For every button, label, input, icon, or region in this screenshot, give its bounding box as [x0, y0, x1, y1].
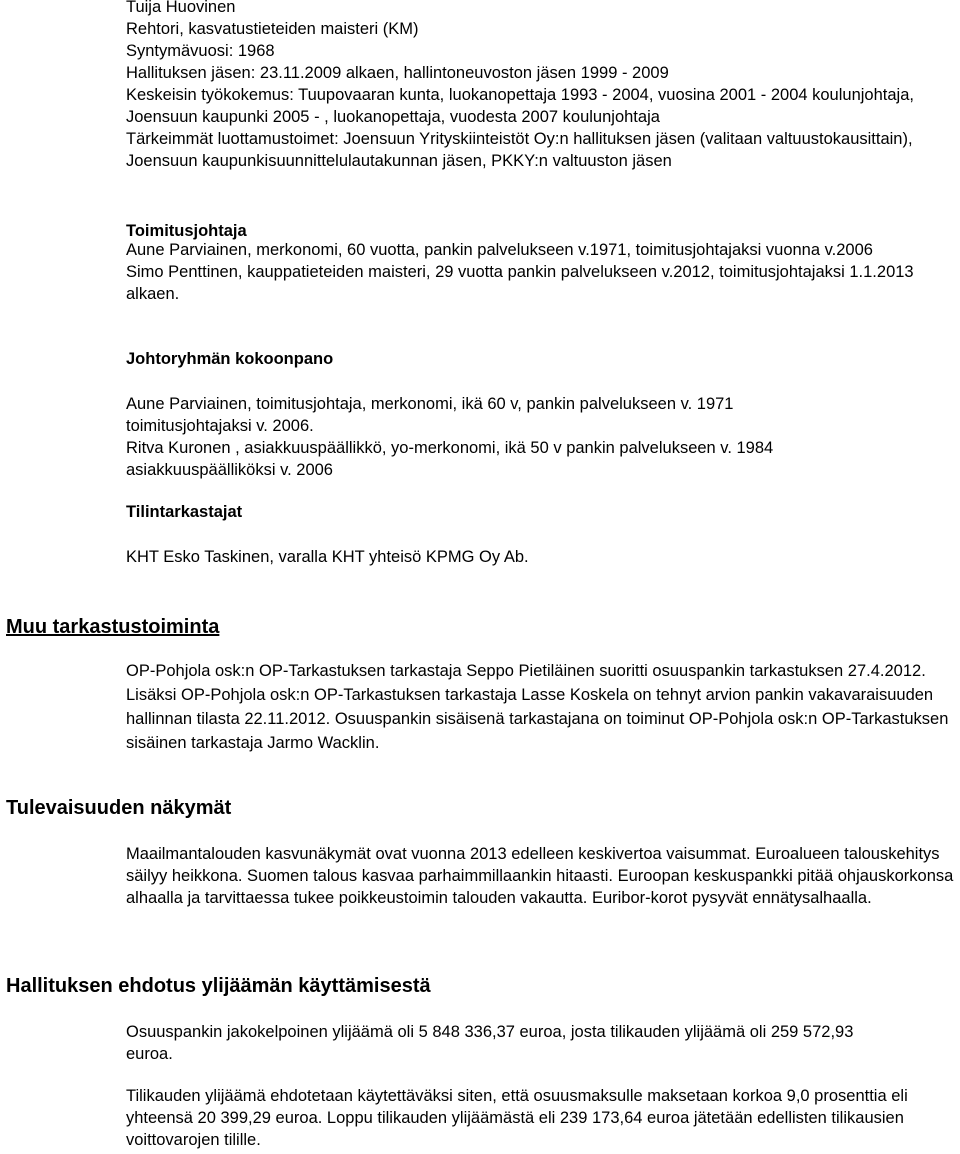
management-heading: Johtoryhmän kokoonpano	[126, 350, 334, 368]
ceo-block	[126, 239, 936, 305]
outlook-text: Maailmantalouden kasvunäkymät ovat vuonna 2013 edelleen keskivertoa vaisummat. Euroalueen talouskehitys säilyy heikkona. Suomen talous kasvaa parhaimmillaankin hitaasti. Euroopan keskuspankki pitää ohjauskorkonsa alhaalla ja tarvittaessa tukee poikkeustoimin talouden vakautta. Euribor-korot pysyvät ennätysalhaalla.	[126, 845, 954, 907]
surplus-paragraph-2: Tilikauden ylijäämä ehdotetaan käytettäväksi siten, että osuusmaksulle maksetaan korkoa 9,0 prosenttia eli yhteensä 20 399,29 euroa. Loppu tilikauden ylijäämästä eli 239 173,64 euroa jätetään edellisten tilikausien voittovarojen tilille.	[126, 1087, 908, 1149]
ceo-entry: Aune Parviainen, merkonomi, 60 vuotta, pankin palvelukseen v.1971, toimitusjohtajaksi vuonna v.2006	[126, 241, 873, 259]
auditors-text: KHT Esko Taskinen, varalla KHT yhteisö KPMG Oy Ab.	[126, 548, 529, 566]
other-audit-heading: Muu tarkastustoiminta	[6, 616, 220, 638]
board-member-block	[126, 0, 958, 172]
management-block	[126, 393, 846, 481]
ceo-entry: Simo Penttinen, kauppatieteiden maisteri, 29 vuotta pankin palvelukseen v.2012, toimitusjohtajaksi 1.1.2013 alkaen.	[126, 263, 914, 303]
board-member-trust-positions: Tärkeimmät luottamustoimet: Joensuun Yrityskiinteistöt Oy:n hallituksen jäsen (valitaan valtuustokausittain), Joensuun kaupunkisuunnittelulautakunnan jäsen, PKKY:n valtuuston jäsen	[126, 130, 913, 170]
surplus-heading: Hallituksen ehdotus ylijäämän käyttämisestä	[6, 975, 431, 997]
board-member-birth-year: Syntymävuosi: 1968	[126, 42, 275, 60]
management-member: Ritva Kuronen , asiakkuuspäällikkö, yo-merkonomi, ikä 50 v pankin palvelukseen v. 1984 asiakkuuspäälliköksi v. 2006	[126, 439, 774, 479]
other-audit-text: OP-Pohjola osk:n OP-Tarkastuksen tarkastaja Seppo Pietiläinen suoritti osuuspankin tarkastuksen 27.4.2012. Lisäksi OP-Pohjola osk:n OP-Tarkastuksen tarkastaja Lasse Koskela on tehnyt arvion pankin vakavaraisuuden hallinnan tilasta 22.11.2012. Osuuspankin sisäisenä tarkastajana on toiminut OP-Pohjola osk:n OP-Tarkastuksen sisäinen tarkastaja Jarmo Wacklin.	[126, 662, 949, 752]
outlook-heading: Tulevaisuuden näkymät	[6, 797, 232, 819]
auditors-heading: Tilintarkastajat	[126, 503, 243, 521]
board-member-work-experience: Keskeisin työkokemus: Tuupovaaran kunta, luokanopettaja 1993 - 2004, vuosina 2001 - 2004 koulunjohtaja, Joensuun kaupunki 2005 - , luokanopettaja, vuodesta 2007 koulunjohtaja	[126, 86, 914, 126]
surplus-paragraph-1: Osuuspankin jakokelpoinen ylijäämä oli 5 848 336,37 euroa, josta tilikauden ylijäämä oli 259 572,93 euroa.	[126, 1023, 854, 1063]
board-member-name: Tuija Huovinen	[126, 0, 236, 16]
management-member: Aune Parviainen, toimitusjohtaja, merkonomi, ikä 60 v, pankin palvelukseen v. 1971 toimitusjohtajaksi v. 2006.	[126, 395, 734, 435]
board-member-membership: Hallituksen jäsen: 23.11.2009 alkaen, hallintoneuvoston jäsen 1999 - 2009	[126, 64, 669, 82]
board-member-title: Rehtori, kasvatustieteiden maisteri (KM)	[126, 20, 419, 38]
ceo-heading: Toimitusjohtaja	[126, 222, 247, 240]
